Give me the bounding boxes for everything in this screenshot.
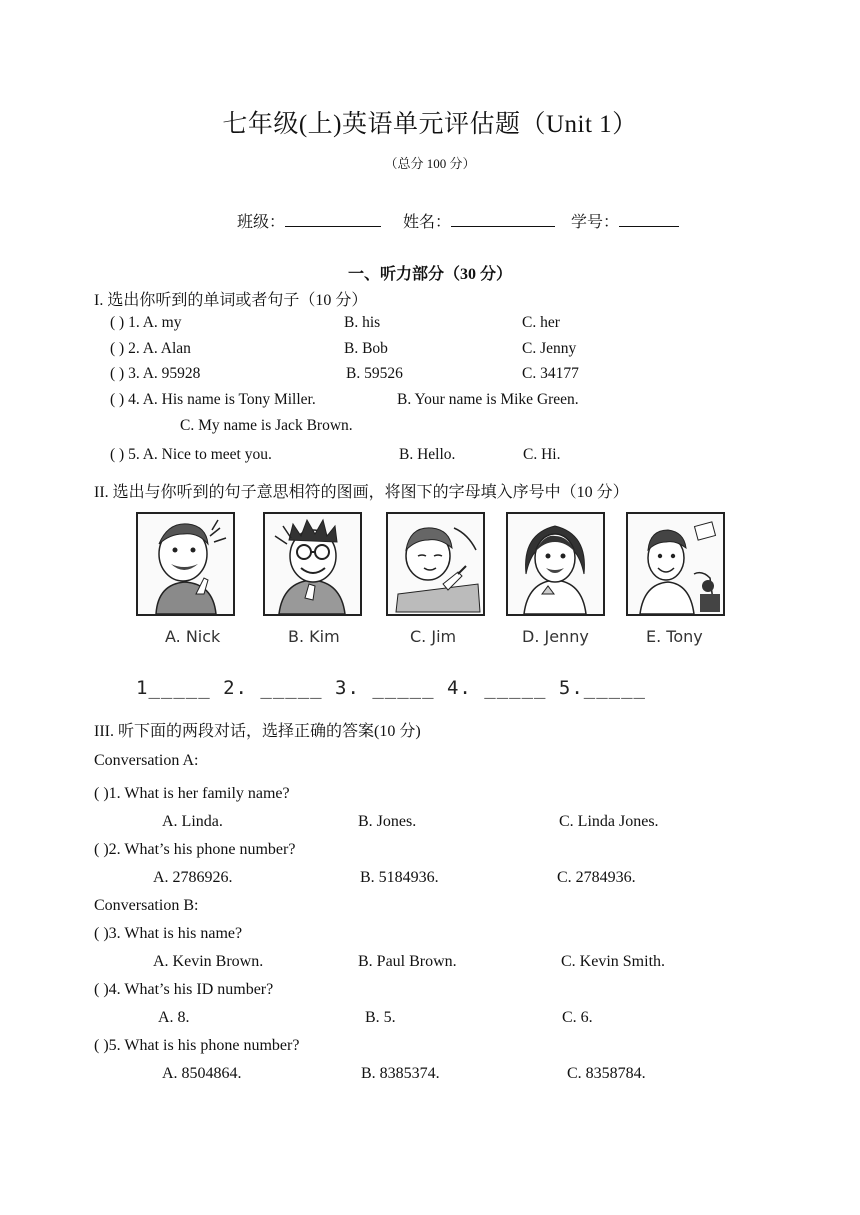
- student-info-row: [237, 209, 679, 232]
- picture-label-e: E. Tony: [646, 627, 703, 646]
- p3-q3-c: C. Kevin Smith.: [561, 953, 666, 970]
- p3-q5-b: B. 8385374.: [361, 1065, 440, 1082]
- p1-q5: ( ) 5. A. Nice to meet you.: [110, 446, 272, 463]
- boy-writing-icon: [388, 514, 483, 614]
- picture-nick: [136, 512, 235, 616]
- answer-blanks[interactable]: 1_____ 2. _____ 3. _____ 4. _____ 5._____: [136, 677, 646, 699]
- total-score: （总分 100 分）: [384, 156, 476, 171]
- picture-label-d: D. Jenny: [522, 627, 589, 646]
- p1-q5-b: B. Hello.: [399, 446, 456, 463]
- p1-q3: ( ) 3. A. 95928: [110, 365, 201, 382]
- picture-jim: [386, 512, 485, 616]
- class-label: 班级：: [237, 214, 286, 231]
- picture-jenny: [506, 512, 605, 616]
- p3-q1-b: B. Jones.: [358, 813, 417, 830]
- picture-kim: [263, 512, 362, 616]
- p3-q1-a: A. Linda.: [162, 813, 223, 830]
- p3-q1-c: C. Linda Jones.: [559, 813, 659, 830]
- section-heading: 一、听力部分（30 分）: [347, 266, 512, 283]
- p3-q3-b: B. Paul Brown.: [358, 953, 457, 970]
- name-field[interactable]: [451, 212, 555, 227]
- p3-q5-a: A. 8504864.: [162, 1065, 242, 1082]
- p3-q5: ( )5. What is his phone number?: [94, 1037, 300, 1054]
- p1-q1: ( ) 1. A. my: [110, 314, 182, 331]
- p1-q2-b: B. Bob: [344, 340, 388, 357]
- p1-q4-c: C. My name is Jack Brown.: [180, 417, 353, 434]
- conversation-a-label: Conversation A:: [94, 752, 199, 769]
- picture-label-b: B. Kim: [288, 627, 340, 646]
- part3-heading: III. 听下面的两段对话，选择正确的答案(10 分): [94, 723, 421, 740]
- p3-q4-a: A. 8.: [158, 1009, 190, 1026]
- p1-q3-c: C. 34177: [522, 365, 579, 382]
- p1-q1-b: B. his: [344, 314, 381, 331]
- p1-q4-b: B. Your name is Mike Green.: [397, 391, 579, 408]
- p3-q1: ( )1. What is her family name?: [94, 785, 290, 802]
- p3-q4: ( )4. What’s his ID number?: [94, 981, 274, 998]
- p3-q2-a: A. 2786926.: [153, 869, 233, 886]
- id-field[interactable]: [619, 212, 679, 227]
- picture-tony: [626, 512, 725, 616]
- p1-q2-c: C. Jenny: [522, 340, 577, 357]
- p3-q4-c: C. 6.: [562, 1009, 593, 1026]
- class-field[interactable]: [285, 212, 381, 227]
- name-label: 姓名：: [403, 214, 452, 231]
- p1-q5-c: C. Hi.: [523, 446, 561, 463]
- p1-q1-c: C. her: [522, 314, 560, 331]
- p3-q3-a: A. Kevin Brown.: [153, 953, 264, 970]
- picture-label-a: A. Nick: [165, 627, 221, 646]
- p3-q2: ( )2. What’s his phone number?: [94, 841, 296, 858]
- p3-q3: ( )3. What is his name?: [94, 925, 243, 942]
- boy-glasses-icon: [265, 514, 360, 614]
- p1-q3-b: B. 59526: [346, 365, 403, 382]
- page-title: 七年级(上)英语单元评估题（Unit 1）: [222, 111, 638, 138]
- p3-q2-b: B. 5184936.: [360, 869, 439, 886]
- p3-q2-c: C. 2784936.: [557, 869, 636, 886]
- boy-thumb-icon: [138, 514, 233, 614]
- p3-q4-b: B. 5.: [365, 1009, 396, 1026]
- picture-label-c: C. Jim: [410, 627, 457, 646]
- part2-heading: II. 选出与你听到的句子意思相符的图画，将图下的字母填入序号中（10 分）: [94, 484, 629, 501]
- id-label: 学号：: [571, 214, 620, 231]
- girl-icon: [508, 514, 603, 614]
- p1-q2: ( ) 2. A. Alan: [110, 340, 191, 357]
- boy-waving-icon: [628, 514, 723, 614]
- conversation-b-label: Conversation B:: [94, 897, 199, 914]
- p3-q5-c: C. 8358784.: [567, 1065, 646, 1082]
- p1-q4: ( ) 4. A. His name is Tony Miller.: [110, 391, 316, 408]
- part1-heading: I. 选出你听到的单词或者句子（10 分）: [94, 292, 368, 309]
